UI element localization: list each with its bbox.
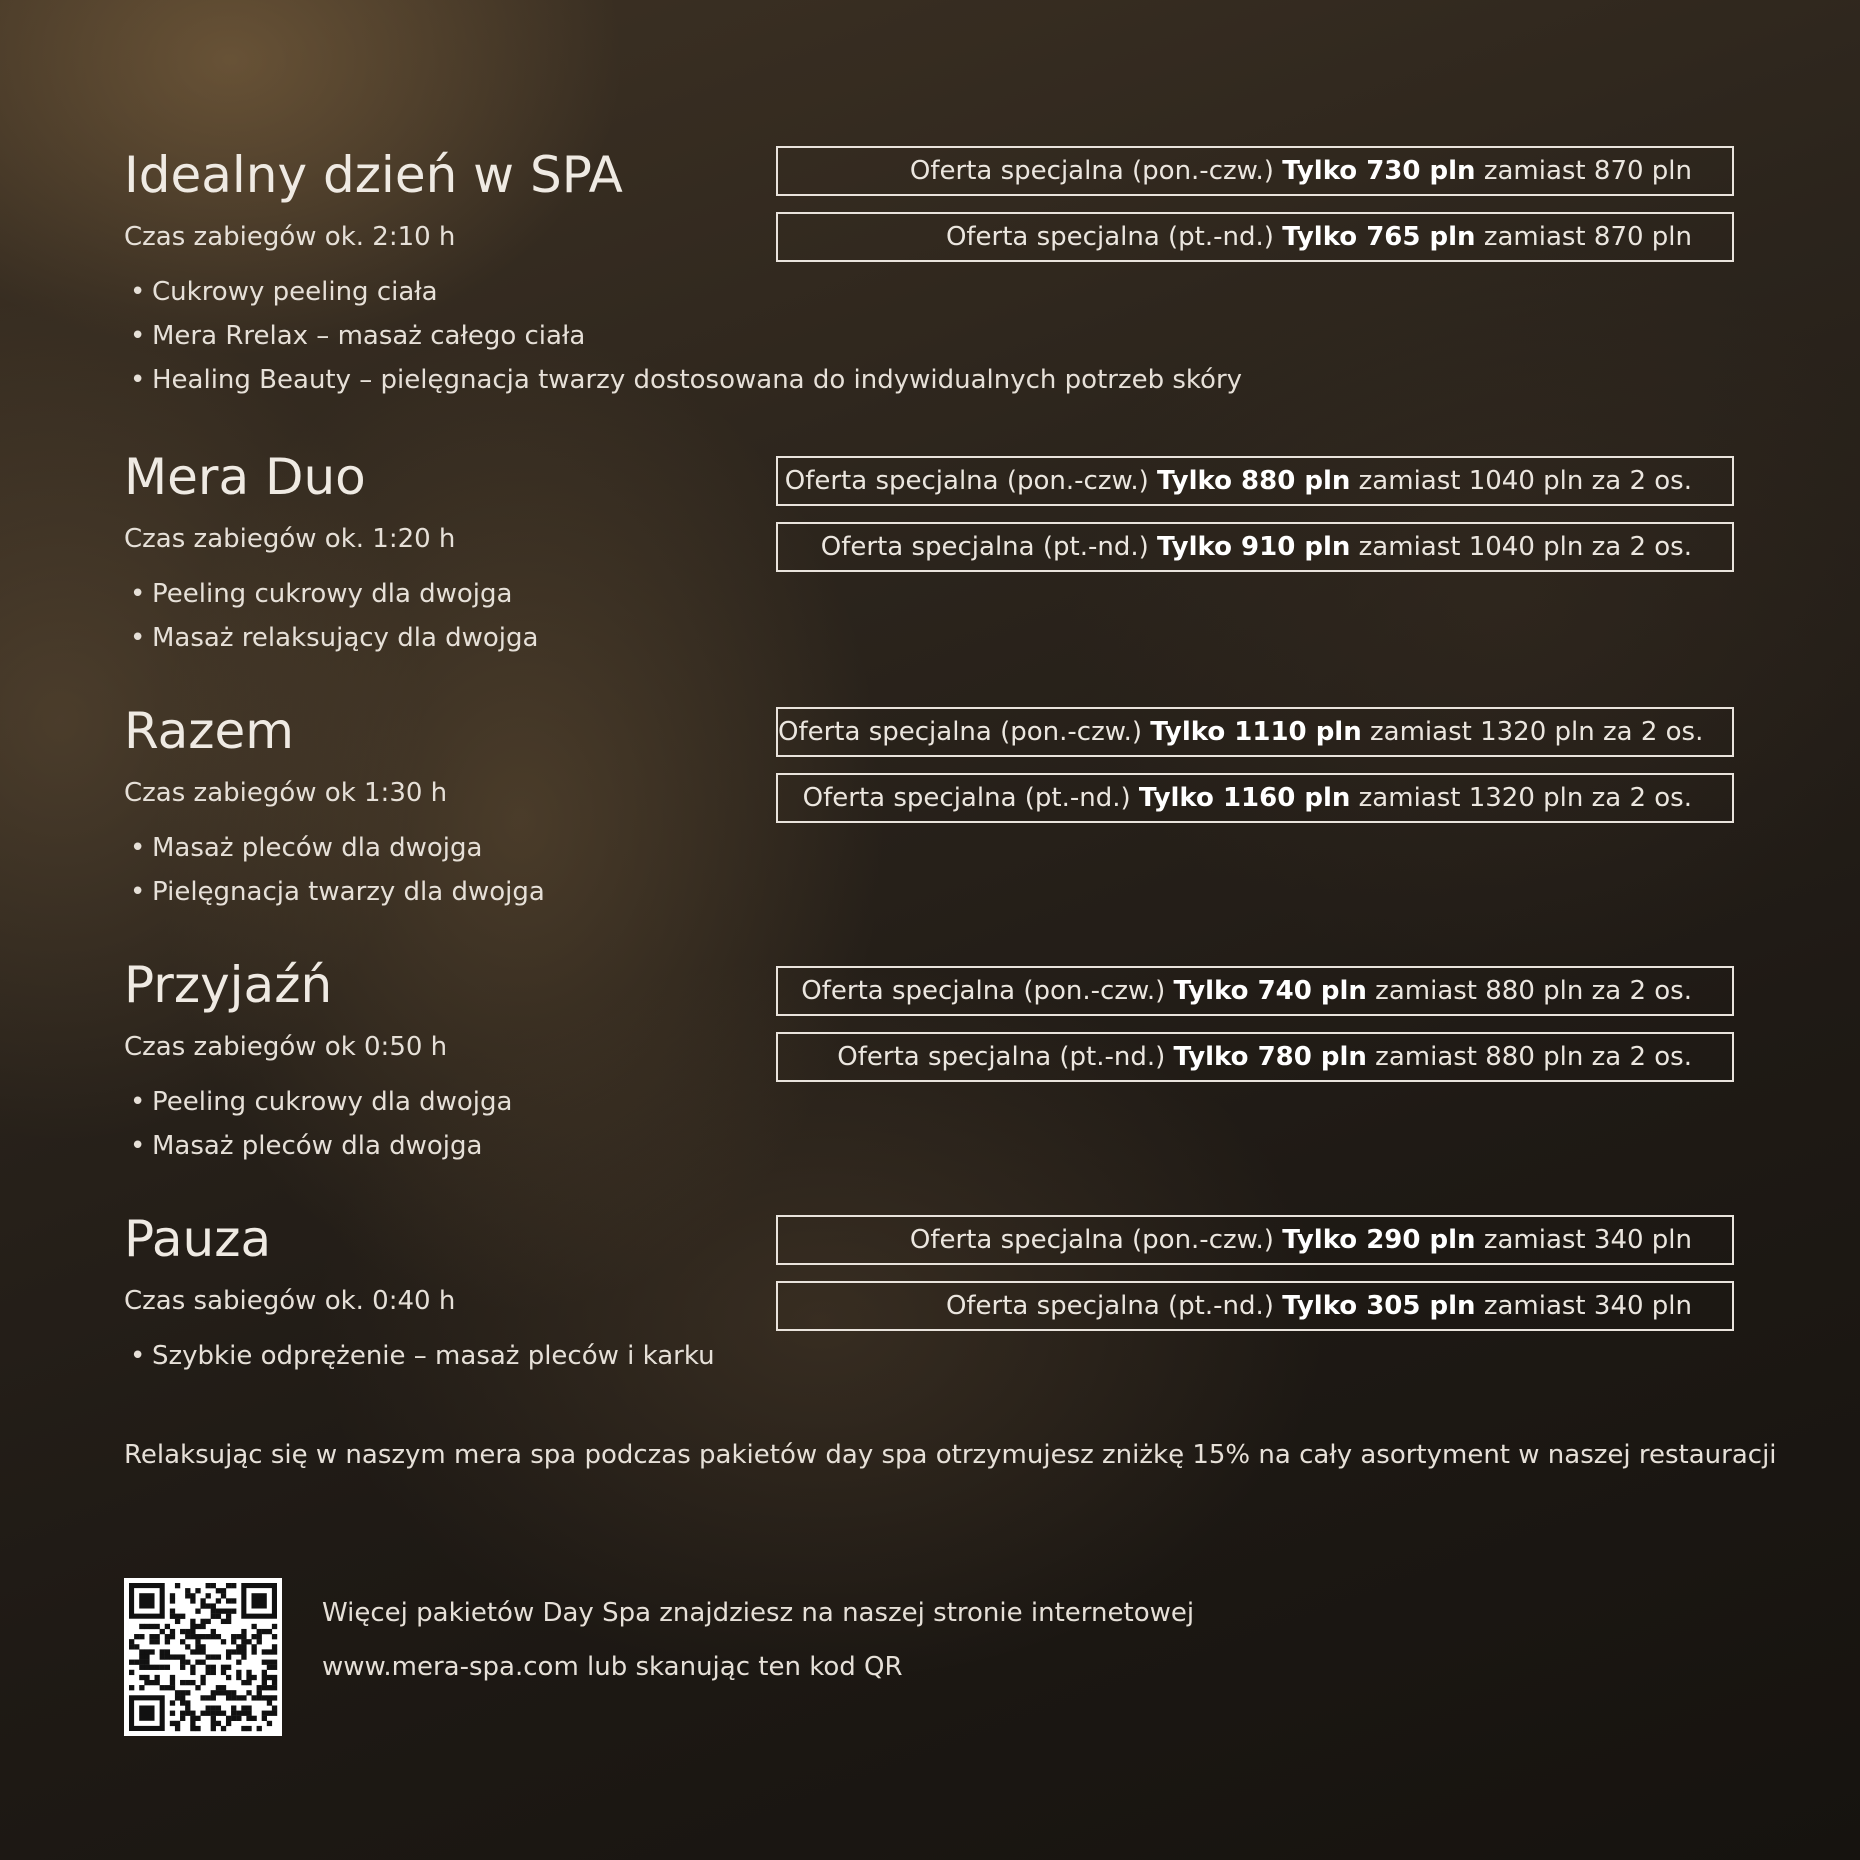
offer-regular-price: zamiast 1320 pln za 2 os. bbox=[1350, 783, 1692, 813]
treatment-label: Peeling cukrowy dla dwojga bbox=[152, 579, 513, 609]
treatment-label: Healing Beauty – pielęgnacja twarzy dostosowana do indywidualnych potrzeb skóry bbox=[152, 365, 1243, 395]
offer-weekday bbox=[776, 1215, 1734, 1265]
bullet-icon: • bbox=[130, 877, 146, 907]
offer-prefix: Oferta specjalna (pon.-czw.) bbox=[784, 466, 1158, 496]
treatment-list bbox=[124, 1080, 1736, 1168]
treatment-list bbox=[124, 270, 1736, 402]
treatment-label: Masaż pleców dla dwojga bbox=[152, 833, 483, 863]
offer-prefix: Oferta specjalna (pt.-nd.) bbox=[820, 532, 1158, 562]
package-title: Razem bbox=[124, 702, 294, 760]
bullet-icon: • bbox=[130, 321, 146, 351]
package-title: Mera Duo bbox=[124, 448, 366, 506]
offer-weekday bbox=[776, 146, 1734, 196]
offer-weekend bbox=[776, 212, 1734, 262]
treatment-item bbox=[124, 1080, 1736, 1124]
offer-prefix: Oferta specjalna (pt.-nd.) bbox=[945, 1291, 1283, 1321]
restaurant-discount-note: Relaksując się w naszym mera spa podczas pakietów day spa otrzymujesz zniżkę 15% na cały asortyment w naszej restauracji bbox=[124, 1440, 1777, 1470]
offer-prefix: Oferta specjalna (pt.-nd.) bbox=[802, 783, 1139, 813]
treatment-item bbox=[124, 1124, 1736, 1168]
treatment-item bbox=[124, 572, 1736, 616]
offer-prefix: Oferta specjalna (pon.-czw.) bbox=[909, 1225, 1283, 1255]
package-duration: Czas zabiegów ok 0:50 h bbox=[124, 1032, 448, 1062]
offer-price: Tylko 910 pln bbox=[1157, 532, 1351, 562]
website-url-line[interactable]: www.mera-spa.com lub skanując ten kod QR bbox=[322, 1652, 903, 1682]
offer-regular-price: zamiast 1320 pln za 2 os. bbox=[1361, 717, 1704, 747]
bullet-icon: • bbox=[130, 1341, 146, 1371]
treatment-item bbox=[124, 314, 1736, 358]
qr-code-graphic bbox=[124, 1578, 282, 1736]
website-info-line: Więcej pakietów Day Spa znajdziesz na naszej stronie internetowej bbox=[322, 1598, 1195, 1628]
offer-price: Tylko 880 pln bbox=[1157, 466, 1351, 496]
bullet-icon: • bbox=[130, 1131, 146, 1161]
offer-prefix: Oferta specjalna (pon.-czw.) bbox=[801, 976, 1174, 1006]
offer-price: Tylko 290 pln bbox=[1282, 1225, 1476, 1255]
treatment-label: Masaż pleców dla dwojga bbox=[152, 1131, 483, 1161]
treatment-item bbox=[124, 826, 1736, 870]
treatment-list bbox=[124, 572, 1736, 660]
offer-price: Tylko 730 pln bbox=[1282, 156, 1476, 186]
offer-weekday bbox=[776, 456, 1734, 506]
treatment-item bbox=[124, 1334, 1736, 1378]
treatment-item bbox=[124, 358, 1736, 402]
offer-weekend bbox=[776, 522, 1734, 572]
treatment-list bbox=[124, 1334, 1736, 1378]
package-title: Pauza bbox=[124, 1210, 272, 1268]
package-title: Idealny dzień w SPA bbox=[124, 146, 623, 204]
offer-regular-price: zamiast 1040 pln za 2 os. bbox=[1350, 532, 1692, 562]
offer-weekend bbox=[776, 1032, 1734, 1082]
treatment-label: Masaż relaksujący dla dwojga bbox=[152, 623, 539, 653]
offer-regular-price: zamiast 870 pln bbox=[1475, 222, 1692, 252]
offer-price: Tylko 305 pln bbox=[1282, 1291, 1476, 1321]
treatment-item bbox=[124, 270, 1736, 314]
offer-prefix: Oferta specjalna (pon.-czw.) bbox=[909, 156, 1283, 186]
offer-price: Tylko 780 pln bbox=[1173, 1042, 1367, 1072]
treatment-label: Mera Rrelax – masaż całego ciała bbox=[152, 321, 586, 351]
offer-prefix: Oferta specjalna (pt.-nd.) bbox=[945, 222, 1283, 252]
treatment-label: Peeling cukrowy dla dwojga bbox=[152, 1087, 513, 1117]
bullet-icon: • bbox=[130, 365, 146, 395]
treatment-item bbox=[124, 616, 1736, 660]
treatment-label: Pielęgnacja twarzy dla dwojga bbox=[152, 877, 545, 907]
offer-prefix: Oferta specjalna (pon.-czw.) bbox=[778, 717, 1151, 747]
offer-weekend bbox=[776, 773, 1734, 823]
bullet-icon: • bbox=[130, 579, 146, 609]
package-duration: Czas zabiegów ok 1:30 h bbox=[124, 778, 448, 808]
offer-regular-price: zamiast 880 pln za 2 os. bbox=[1366, 1042, 1692, 1072]
offer-regular-price: zamiast 880 pln za 2 os. bbox=[1366, 976, 1692, 1006]
treatment-label: Cukrowy peeling ciała bbox=[152, 277, 438, 307]
bullet-icon: • bbox=[130, 277, 146, 307]
treatment-label: Szybkie odprężenie – masaż pleców i karku bbox=[152, 1341, 715, 1371]
offer-regular-price: zamiast 870 pln bbox=[1475, 156, 1692, 186]
offer-regular-price: zamiast 1040 pln za 2 os. bbox=[1350, 466, 1692, 496]
package-title: Przyjaźń bbox=[124, 956, 333, 1014]
treatment-item bbox=[124, 870, 1736, 914]
package-duration: Czas sabiegów ok. 0:40 h bbox=[124, 1286, 456, 1316]
offer-price: Tylko 1110 pln bbox=[1150, 717, 1362, 747]
offer-weekday bbox=[776, 966, 1734, 1016]
offer-weekend bbox=[776, 1281, 1734, 1331]
offer-prefix: Oferta specjalna (pt.-nd.) bbox=[837, 1042, 1174, 1072]
bullet-icon: • bbox=[130, 833, 146, 863]
package-duration: Czas zabiegów ok. 2:10 h bbox=[124, 222, 456, 252]
offer-price: Tylko 1160 pln bbox=[1138, 783, 1351, 813]
bullet-icon: • bbox=[130, 1087, 146, 1117]
treatment-list bbox=[124, 826, 1736, 914]
qr-code-icon[interactable] bbox=[124, 1578, 282, 1736]
offer-price: Tylko 765 pln bbox=[1282, 222, 1476, 252]
offer-weekday bbox=[776, 707, 1734, 757]
offer-regular-price: zamiast 340 pln bbox=[1475, 1291, 1692, 1321]
package-duration: Czas zabiegów ok. 1:20 h bbox=[124, 524, 456, 554]
bullet-icon: • bbox=[130, 623, 146, 653]
offer-price: Tylko 740 pln bbox=[1173, 976, 1367, 1006]
offer-regular-price: zamiast 340 pln bbox=[1475, 1225, 1692, 1255]
